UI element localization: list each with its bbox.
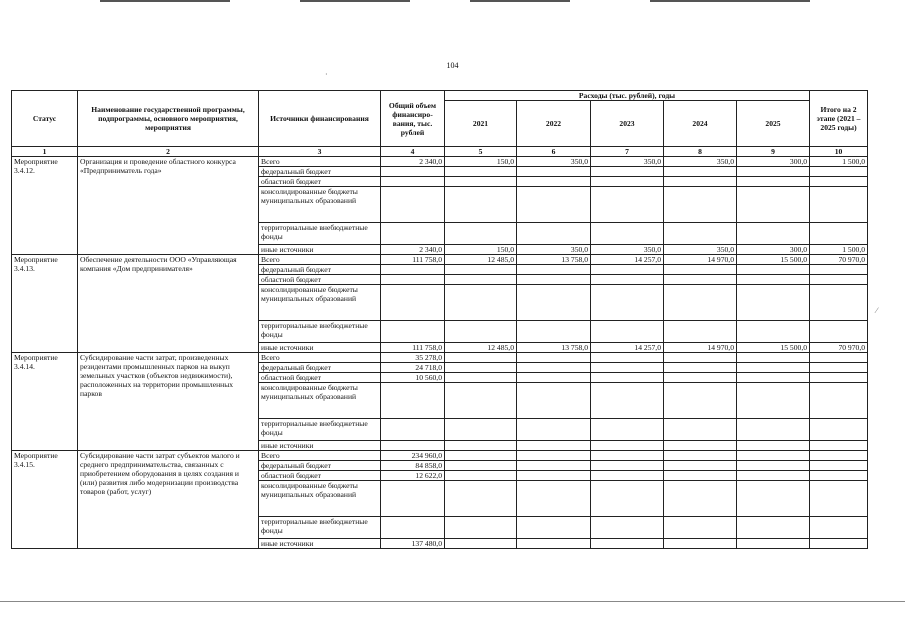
amount-cell xyxy=(810,461,868,471)
amount-cell xyxy=(445,321,517,343)
amount-cell xyxy=(517,441,591,451)
amount-cell xyxy=(664,461,737,471)
funding-source-cell: территориальные внебюджетные фонды xyxy=(259,517,381,539)
amount-cell xyxy=(737,223,810,245)
header-expenses: Расходы (тыс. рублей), годы xyxy=(445,91,810,101)
column-number: 8 xyxy=(664,147,737,157)
amount-cell xyxy=(591,373,664,383)
amount-cell xyxy=(737,471,810,481)
funding-source-cell: федеральный бюджет xyxy=(259,363,381,373)
header-total: Общий объем финансиро-вания, тыс. рублей xyxy=(381,91,445,147)
amount-cell xyxy=(591,177,664,187)
amount-cell xyxy=(810,353,868,363)
amount-cell xyxy=(591,363,664,373)
budget-table xyxy=(11,90,868,549)
amount-cell xyxy=(810,481,868,517)
amount-cell xyxy=(591,419,664,441)
amount-cell: 111 758,0 xyxy=(381,343,445,353)
column-number: 6 xyxy=(517,147,591,157)
amount-cell xyxy=(737,285,810,321)
amount-cell xyxy=(737,177,810,187)
scan-speck: ⁄ xyxy=(876,306,878,315)
amount-cell xyxy=(664,363,737,373)
top-scan-rule xyxy=(100,0,230,2)
amount-cell xyxy=(445,451,517,461)
amount-cell xyxy=(517,321,591,343)
funding-source-cell: областной бюджет xyxy=(259,373,381,383)
amount-cell: 350,0 xyxy=(664,245,737,255)
activity-name-cell: Организация и проведение областного конкурса «Предприниматель года» xyxy=(78,157,259,255)
amount-cell: 15 500,0 xyxy=(737,343,810,353)
amount-cell: 2 340,0 xyxy=(381,157,445,167)
amount-cell xyxy=(810,471,868,481)
amount-cell xyxy=(737,461,810,471)
amount-cell: 13 758,0 xyxy=(517,255,591,265)
amount-cell: 12 622,0 xyxy=(381,471,445,481)
amount-cell xyxy=(445,167,517,177)
activity-name-cell: Субсидирование части затрат, произведенных резидентами промышленных парков на выкуп земельных участков (объектов недвижимости), расположенных на территории промышленных парков xyxy=(78,353,259,451)
amount-cell: 13 758,0 xyxy=(517,343,591,353)
amount-cell xyxy=(517,481,591,517)
amount-cell xyxy=(664,353,737,363)
amount-cell xyxy=(445,373,517,383)
amount-cell xyxy=(810,539,868,549)
status-cell: Мероприятие 3.4.12. xyxy=(12,157,78,255)
amount-cell xyxy=(591,187,664,223)
amount-cell: 150,0 xyxy=(445,157,517,167)
amount-cell xyxy=(445,419,517,441)
amount-cell xyxy=(737,275,810,285)
amount-cell xyxy=(810,275,868,285)
column-number: 10 xyxy=(810,147,868,157)
header-year: 2023 xyxy=(591,101,664,147)
amount-cell xyxy=(810,517,868,539)
amount-cell xyxy=(381,419,445,441)
amount-cell: 1 500,0 xyxy=(810,157,868,167)
page-number: 104 xyxy=(446,61,459,70)
amount-cell: 14 257,0 xyxy=(591,343,664,353)
amount-cell: 10 560,0 xyxy=(381,373,445,383)
amount-cell xyxy=(664,167,737,177)
funding-source-cell: федеральный бюджет xyxy=(259,167,381,177)
funding-source-cell: Всего xyxy=(259,353,381,363)
amount-cell xyxy=(664,419,737,441)
amount-cell xyxy=(810,451,868,461)
amount-cell xyxy=(591,441,664,451)
amount-cell xyxy=(445,177,517,187)
amount-cell xyxy=(810,167,868,177)
amount-cell xyxy=(381,265,445,275)
table-header xyxy=(12,91,868,157)
amount-cell xyxy=(664,265,737,275)
amount-cell xyxy=(737,167,810,177)
amount-cell xyxy=(737,539,810,549)
amount-cell xyxy=(381,383,445,419)
amount-cell xyxy=(445,223,517,245)
amount-cell: 350,0 xyxy=(591,245,664,255)
amount-cell: 15 500,0 xyxy=(737,255,810,265)
amount-cell xyxy=(664,451,737,461)
amount-cell: 350,0 xyxy=(517,245,591,255)
amount-cell xyxy=(445,363,517,373)
amount-cell: 150,0 xyxy=(445,245,517,255)
activity-name-cell: Субсидирование части затрат субъектов малого и среднего предпринимательства, связанных с приобретением оборудования в целях создания и (или) развития либо модернизации производства товаров (работ, услуг) xyxy=(78,451,259,549)
amount-cell: 14 970,0 xyxy=(664,255,737,265)
amount-cell xyxy=(445,353,517,363)
amount-cell xyxy=(737,373,810,383)
amount-cell xyxy=(445,383,517,419)
amount-cell xyxy=(591,285,664,321)
amount-cell xyxy=(737,353,810,363)
amount-cell xyxy=(591,321,664,343)
amount-cell xyxy=(737,187,810,223)
amount-cell xyxy=(810,419,868,441)
amount-cell xyxy=(591,539,664,549)
header-year: 2025 xyxy=(737,101,810,147)
amount-cell xyxy=(591,517,664,539)
amount-cell xyxy=(737,383,810,419)
funding-source-cell: консолидированные бюджеты муниципальных образований xyxy=(259,187,381,223)
amount-cell xyxy=(381,321,445,343)
table-row xyxy=(12,255,868,265)
amount-cell xyxy=(664,517,737,539)
top-scan-rule xyxy=(300,0,410,2)
amount-cell: 350,0 xyxy=(591,157,664,167)
table-row xyxy=(12,157,868,167)
amount-cell xyxy=(517,285,591,321)
amount-cell: 300,0 xyxy=(737,157,810,167)
amount-cell xyxy=(381,517,445,539)
top-scan-rule xyxy=(650,0,810,2)
funding-source-cell: иные источники xyxy=(259,539,381,549)
amount-cell xyxy=(381,275,445,285)
column-number: 2 xyxy=(78,147,259,157)
amount-cell xyxy=(664,223,737,245)
amount-cell xyxy=(810,187,868,223)
amount-cell xyxy=(737,321,810,343)
status-cell: Мероприятие 3.4.15. xyxy=(12,451,78,549)
amount-cell xyxy=(664,187,737,223)
amount-cell xyxy=(517,539,591,549)
funding-source-cell: Всего xyxy=(259,255,381,265)
funding-source-cell: областной бюджет xyxy=(259,275,381,285)
amount-cell xyxy=(517,517,591,539)
amount-cell: 24 718,0 xyxy=(381,363,445,373)
amount-cell xyxy=(664,441,737,451)
amount-cell xyxy=(591,451,664,461)
amount-cell xyxy=(664,177,737,187)
amount-cell xyxy=(591,265,664,275)
column-number: 3 xyxy=(259,147,381,157)
table-row xyxy=(12,353,868,363)
status-cell: Мероприятие 3.4.13. xyxy=(12,255,78,353)
funding-source-cell: территориальные внебюджетные фонды xyxy=(259,321,381,343)
amount-cell xyxy=(591,167,664,177)
amount-cell xyxy=(591,471,664,481)
amount-cell xyxy=(517,383,591,419)
funding-source-cell: Всего xyxy=(259,157,381,167)
amount-cell xyxy=(517,187,591,223)
amount-cell: 350,0 xyxy=(664,157,737,167)
table-body xyxy=(12,157,868,549)
funding-source-cell: федеральный бюджет xyxy=(259,461,381,471)
amount-cell xyxy=(445,265,517,275)
amount-cell xyxy=(737,419,810,441)
amount-cell xyxy=(445,441,517,451)
header-name: Наименование государственной программы, подпрограммы, основного мероприятия, мероприятия xyxy=(78,91,259,147)
amount-cell xyxy=(381,223,445,245)
column-number: 9 xyxy=(737,147,810,157)
amount-cell xyxy=(664,275,737,285)
amount-cell xyxy=(737,517,810,539)
amount-cell: 2 340,0 xyxy=(381,245,445,255)
amount-cell xyxy=(381,167,445,177)
amount-cell xyxy=(810,363,868,373)
amount-cell xyxy=(810,383,868,419)
amount-cell xyxy=(591,223,664,245)
activity-name-cell: Обеспечение деятельности ООО «Управляющая компания «Дом предпринимателя» xyxy=(78,255,259,353)
amount-cell xyxy=(517,419,591,441)
amount-cell xyxy=(664,471,737,481)
table-row xyxy=(12,451,868,461)
amount-cell xyxy=(664,321,737,343)
funding-source-cell: иные источники xyxy=(259,343,381,353)
amount-cell xyxy=(737,363,810,373)
amount-cell xyxy=(381,177,445,187)
amount-cell xyxy=(445,187,517,223)
amount-cell xyxy=(517,167,591,177)
amount-cell xyxy=(737,451,810,461)
amount-cell xyxy=(810,285,868,321)
column-number: 7 xyxy=(591,147,664,157)
amount-cell xyxy=(810,321,868,343)
amount-cell xyxy=(445,517,517,539)
amount-cell xyxy=(381,441,445,451)
amount-cell: 14 970,0 xyxy=(664,343,737,353)
amount-cell: 111 758,0 xyxy=(381,255,445,265)
amount-cell xyxy=(517,353,591,363)
amount-cell xyxy=(381,187,445,223)
bottom-scan-rule xyxy=(0,601,905,602)
amount-cell xyxy=(810,223,868,245)
amount-cell: 35 278,0 xyxy=(381,353,445,363)
amount-cell xyxy=(664,285,737,321)
column-number: 4 xyxy=(381,147,445,157)
amount-cell xyxy=(517,373,591,383)
funding-source-cell: областной бюджет xyxy=(259,471,381,481)
amount-cell xyxy=(664,539,737,549)
amount-cell: 350,0 xyxy=(517,157,591,167)
amount-cell: 70 970,0 xyxy=(810,343,868,353)
funding-source-cell: иные источники xyxy=(259,441,381,451)
amount-cell xyxy=(517,461,591,471)
amount-cell xyxy=(810,177,868,187)
funding-source-cell: консолидированные бюджеты муниципальных образований xyxy=(259,285,381,321)
amount-cell xyxy=(445,275,517,285)
amount-cell: 300,0 xyxy=(737,245,810,255)
amount-cell xyxy=(517,275,591,285)
funding-source-cell: территориальные внебюджетные фонды xyxy=(259,419,381,441)
amount-cell xyxy=(445,285,517,321)
amount-cell xyxy=(591,353,664,363)
scan-speck: · xyxy=(325,70,328,79)
amount-cell xyxy=(664,481,737,517)
amount-cell: 70 970,0 xyxy=(810,255,868,265)
header-sources: Источники финансирования xyxy=(259,91,381,147)
column-number: 1 xyxy=(12,147,78,157)
amount-cell xyxy=(664,373,737,383)
funding-source-cell: иные источники xyxy=(259,245,381,255)
amount-cell xyxy=(810,373,868,383)
amount-cell xyxy=(517,223,591,245)
header-status: Статус xyxy=(12,91,78,147)
amount-cell xyxy=(591,383,664,419)
amount-cell xyxy=(517,451,591,461)
column-number-row xyxy=(12,147,868,157)
amount-cell xyxy=(737,441,810,451)
funding-source-cell: федеральный бюджет xyxy=(259,265,381,275)
funding-source-cell: консолидированные бюджеты муниципальных образований xyxy=(259,481,381,517)
amount-cell xyxy=(517,363,591,373)
amount-cell xyxy=(517,265,591,275)
amount-cell xyxy=(445,471,517,481)
amount-cell xyxy=(591,275,664,285)
header-summary: Итого на 2 этапе (2021 – 2025 годы) xyxy=(810,91,868,147)
funding-source-cell: областной бюджет xyxy=(259,177,381,187)
column-number: 5 xyxy=(445,147,517,157)
amount-cell xyxy=(517,471,591,481)
amount-cell xyxy=(810,265,868,275)
funding-source-cell: территориальные внебюджетные фонды xyxy=(259,223,381,245)
amount-cell: 1 500,0 xyxy=(810,245,868,255)
amount-cell xyxy=(517,177,591,187)
amount-cell xyxy=(737,265,810,275)
amount-cell xyxy=(381,285,445,321)
header-year: 2022 xyxy=(517,101,591,147)
amount-cell xyxy=(381,481,445,517)
amount-cell xyxy=(591,481,664,517)
amount-cell xyxy=(664,383,737,419)
funding-source-cell: консолидированные бюджеты муниципальных образований xyxy=(259,383,381,419)
amount-cell: 12 485,0 xyxy=(445,255,517,265)
amount-cell xyxy=(445,481,517,517)
amount-cell: 14 257,0 xyxy=(591,255,664,265)
amount-cell: 84 858,0 xyxy=(381,461,445,471)
amount-cell: 137 480,0 xyxy=(381,539,445,549)
status-cell: Мероприятие 3.4.14. xyxy=(12,353,78,451)
header-year: 2021 xyxy=(445,101,517,147)
amount-cell xyxy=(810,441,868,451)
amount-cell xyxy=(445,539,517,549)
amount-cell xyxy=(445,461,517,471)
amount-cell xyxy=(737,481,810,517)
amount-cell: 234 960,0 xyxy=(381,451,445,461)
top-scan-rule xyxy=(470,0,570,2)
header-year: 2024 xyxy=(664,101,737,147)
amount-cell xyxy=(591,461,664,471)
funding-source-cell: Всего xyxy=(259,451,381,461)
amount-cell: 12 485,0 xyxy=(445,343,517,353)
